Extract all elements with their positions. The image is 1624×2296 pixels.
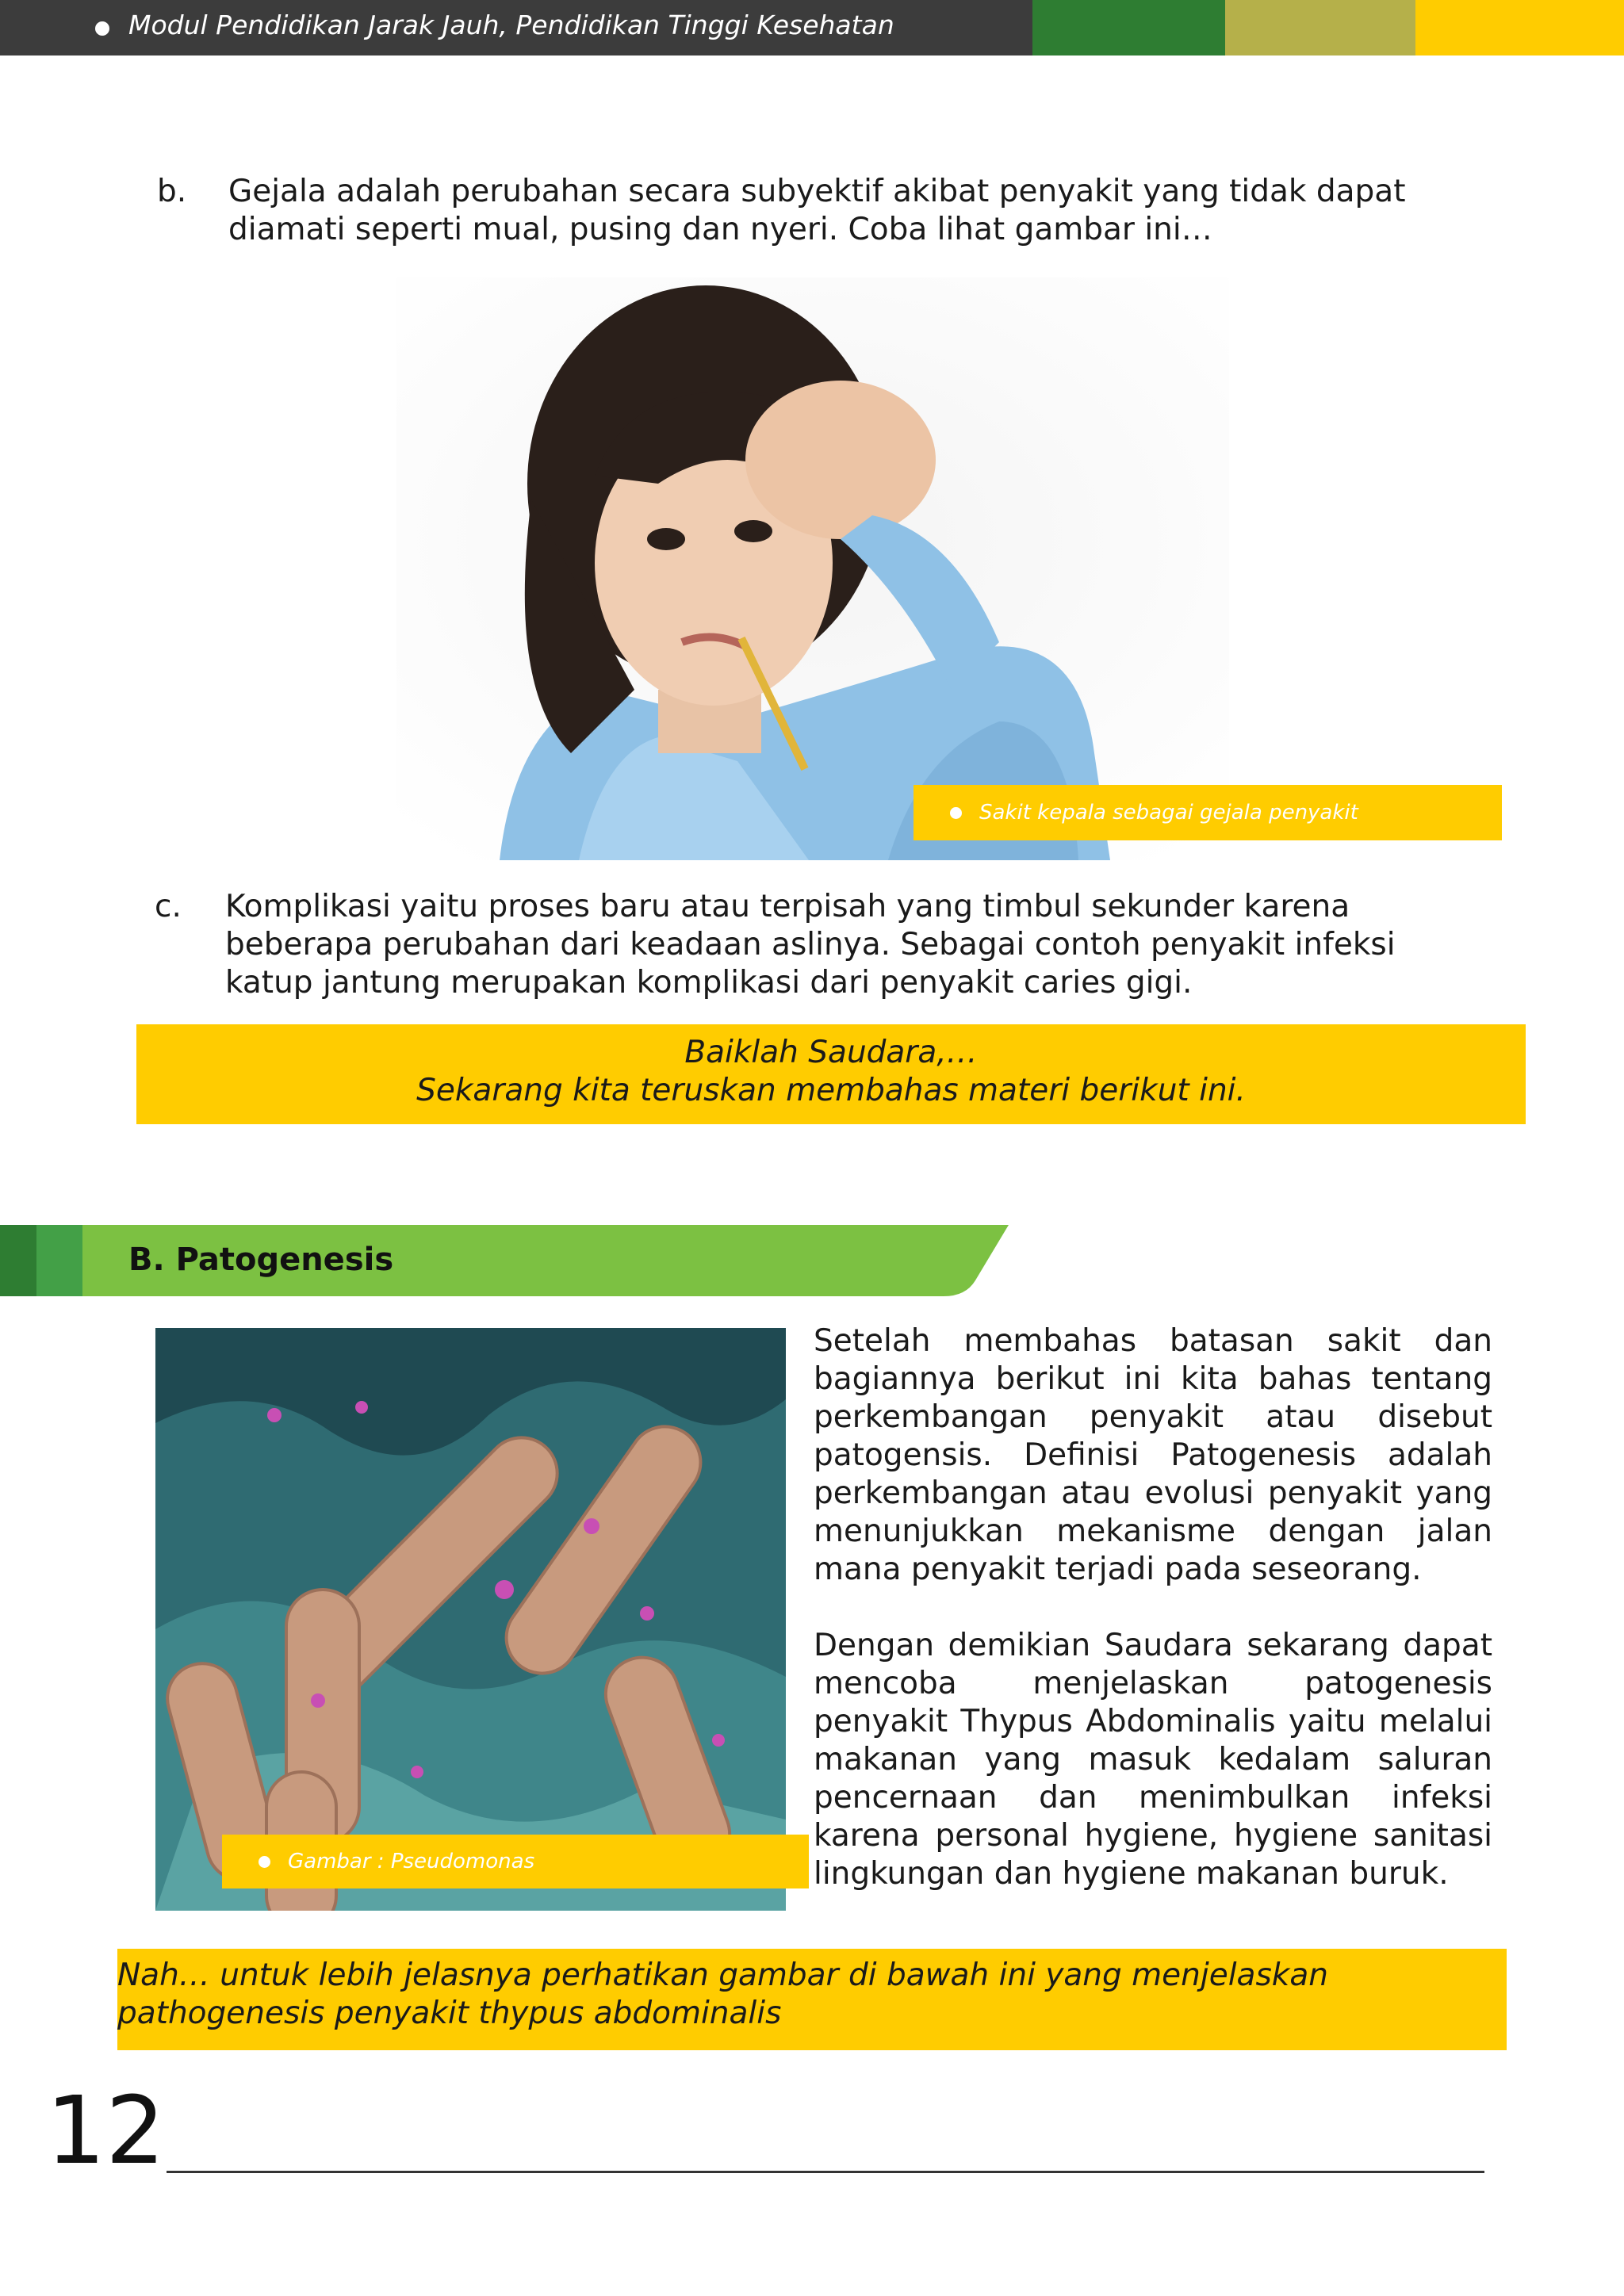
header-title: Modul Pendidikan Jarak Jauh, Pendidikan Tinggi Kesehatan	[128, 10, 894, 40]
figure1-caption	[914, 785, 1502, 840]
transition-line-1: Baiklah Saudara,…	[684, 1035, 978, 1070]
pseudomonas-photo	[155, 1328, 786, 1911]
footer-rule	[167, 2171, 1484, 2173]
paragraph-patogenesis-definition: Setelah membahas batasan sakit dan bagiannya berikut ini kita bahas tentang perkembangan penyakit atau disebut patogensis. Definisi Patogenesis adalah perkembangan atau evolusi penyakit yang menunjukkan mekanisme dengan jalan mana penyakit terjadi pada seseorang.	[814, 1323, 1492, 1587]
item-c-text: Komplikasi yaitu proses baru atau terpisah yang timbul sekunder karena beberapa perubahan dari keadaan aslinya. Sebagai contoh penyakit infeksi katup jantung merupakan komplikasi dari penyakit caries gigi.	[225, 889, 1396, 1001]
header-accent-green	[1032, 0, 1225, 55]
figure2-caption	[222, 1835, 809, 1888]
child-headache-photo	[396, 277, 1229, 860]
bullet-icon	[95, 21, 109, 36]
header-dark-segment	[0, 0, 1032, 55]
note-text: Nah… untuk lebih jelasnya perhatikan gambar di bawah ini yang menjelaskan pathogenesis penyakit thypus abdominalis	[117, 1957, 1328, 2031]
header-accent-yellow	[1415, 0, 1624, 55]
header-bar	[0, 0, 1624, 55]
bullet-icon	[950, 807, 962, 819]
item-c-label: c.	[155, 889, 182, 924]
transition-line-2: Sekarang kita teruskan membahas materi berikut ini.	[416, 1073, 1246, 1108]
item-b-text: Gejala adalah perubahan secara subyektif akibat penyakit yang tidak dapat diamati seperti mual, pusing dan nyeri. Coba lihat gambar ini…	[228, 174, 1406, 247]
page-number: 12	[46, 2076, 166, 2185]
item-b-label: b.	[157, 174, 187, 209]
section-title: B. Patogenesis	[128, 1242, 394, 1278]
header-accent-olive	[1225, 0, 1415, 55]
transition-box	[136, 1024, 1526, 1124]
bullet-icon	[259, 1856, 270, 1868]
figure2-caption-text: Gambar : Pseudomonas	[288, 1850, 535, 1873]
figure1-caption-text: Sakit kepala sebagai gejala penyakit	[979, 801, 1358, 825]
paragraph-thypus-example: Dengan demikian Saudara sekarang dapat mencoba menjelaskan patogenesis penyakit Thypus Abdominalis yaitu melalui makanan yang masuk kedalam saluran pencernaan dan menimbulkan infeksi karena personal hygiene, hygiene sanitasi lingkungan dan hygiene makanan buruk.	[814, 1628, 1492, 1892]
